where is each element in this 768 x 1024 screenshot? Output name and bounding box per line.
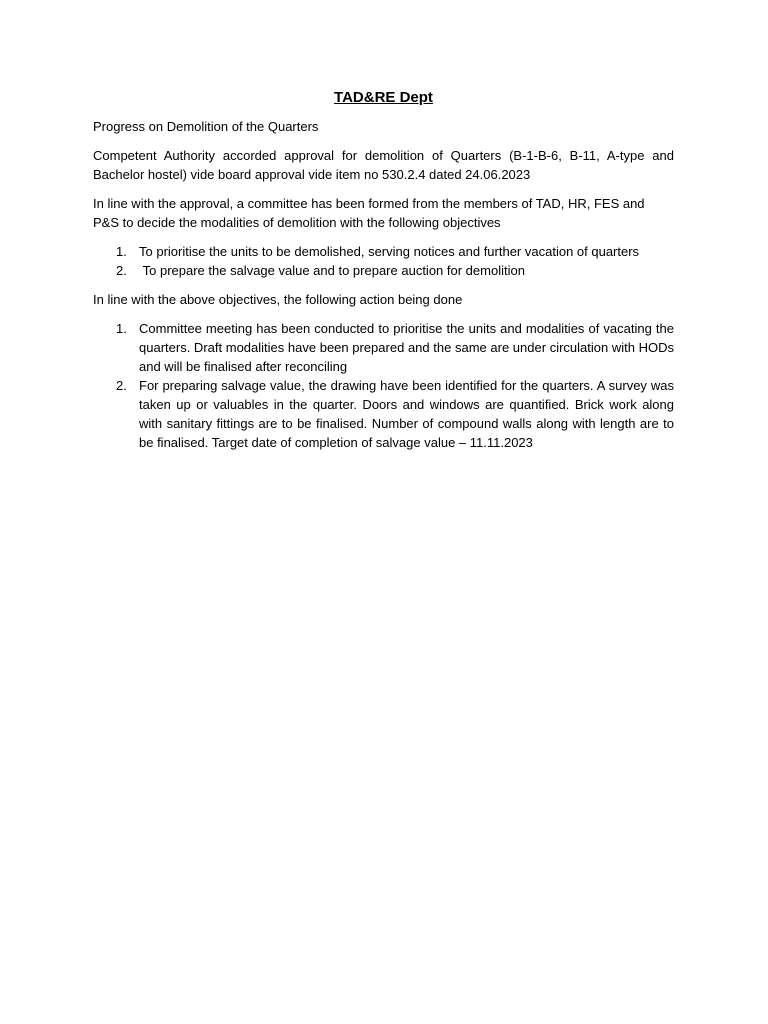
list-item <box>93 242 674 261</box>
list-item-text: Committee meeting has been conducted to prioritise the units and modalities of vacating the quarters. Draft modalities have been prepared and the same are under circulation with HODs and will be finalised after reconciling <box>139 321 674 374</box>
list-number: 1. <box>116 244 127 259</box>
document-body <box>93 88 674 462</box>
committee-paragraph: In line with the approval, a committee has been formed from the members of TAD, HR, FES and P&S to decide the modalities of demolition with the following objectives <box>93 196 645 230</box>
list-item <box>93 376 674 452</box>
actions-list <box>93 319 674 452</box>
document-subtitle: Progress on Demolition of the Quarters <box>93 119 319 134</box>
document-title: TAD&RE Dept <box>334 89 433 106</box>
approval-paragraph: Competent Authority accorded approval for demolition of Quarters (B-1-B-6, B-11, A-type and Bachelor hostel) vide board approval vide item no 530.2.4 dated 24.06.2023 <box>93 148 674 182</box>
list-item <box>93 319 674 376</box>
list-item-text: To prioritise the units to be demolished, serving notices and further vacation of quarters <box>139 244 640 259</box>
list-number: 1. <box>116 321 127 336</box>
objectives-list <box>93 242 674 280</box>
list-number: 2. <box>116 378 127 393</box>
list-item-text: To prepare the salvage value and to prepare auction for demolition <box>139 263 525 278</box>
actions-intro-paragraph: In line with the above objectives, the following action being done <box>93 292 463 307</box>
list-item <box>93 261 674 280</box>
list-item-text: For preparing salvage value, the drawing have been identified for the quarters. A survey was taken up or valuables in the quarter. Doors and windows are quantified. Brick work along with sanitary fittings are to be finalised. Number of compound walls along with length are to be finalised. Target date of completion of salvage value – 11.11.2023 <box>139 378 674 450</box>
list-number: 2. <box>116 263 127 278</box>
